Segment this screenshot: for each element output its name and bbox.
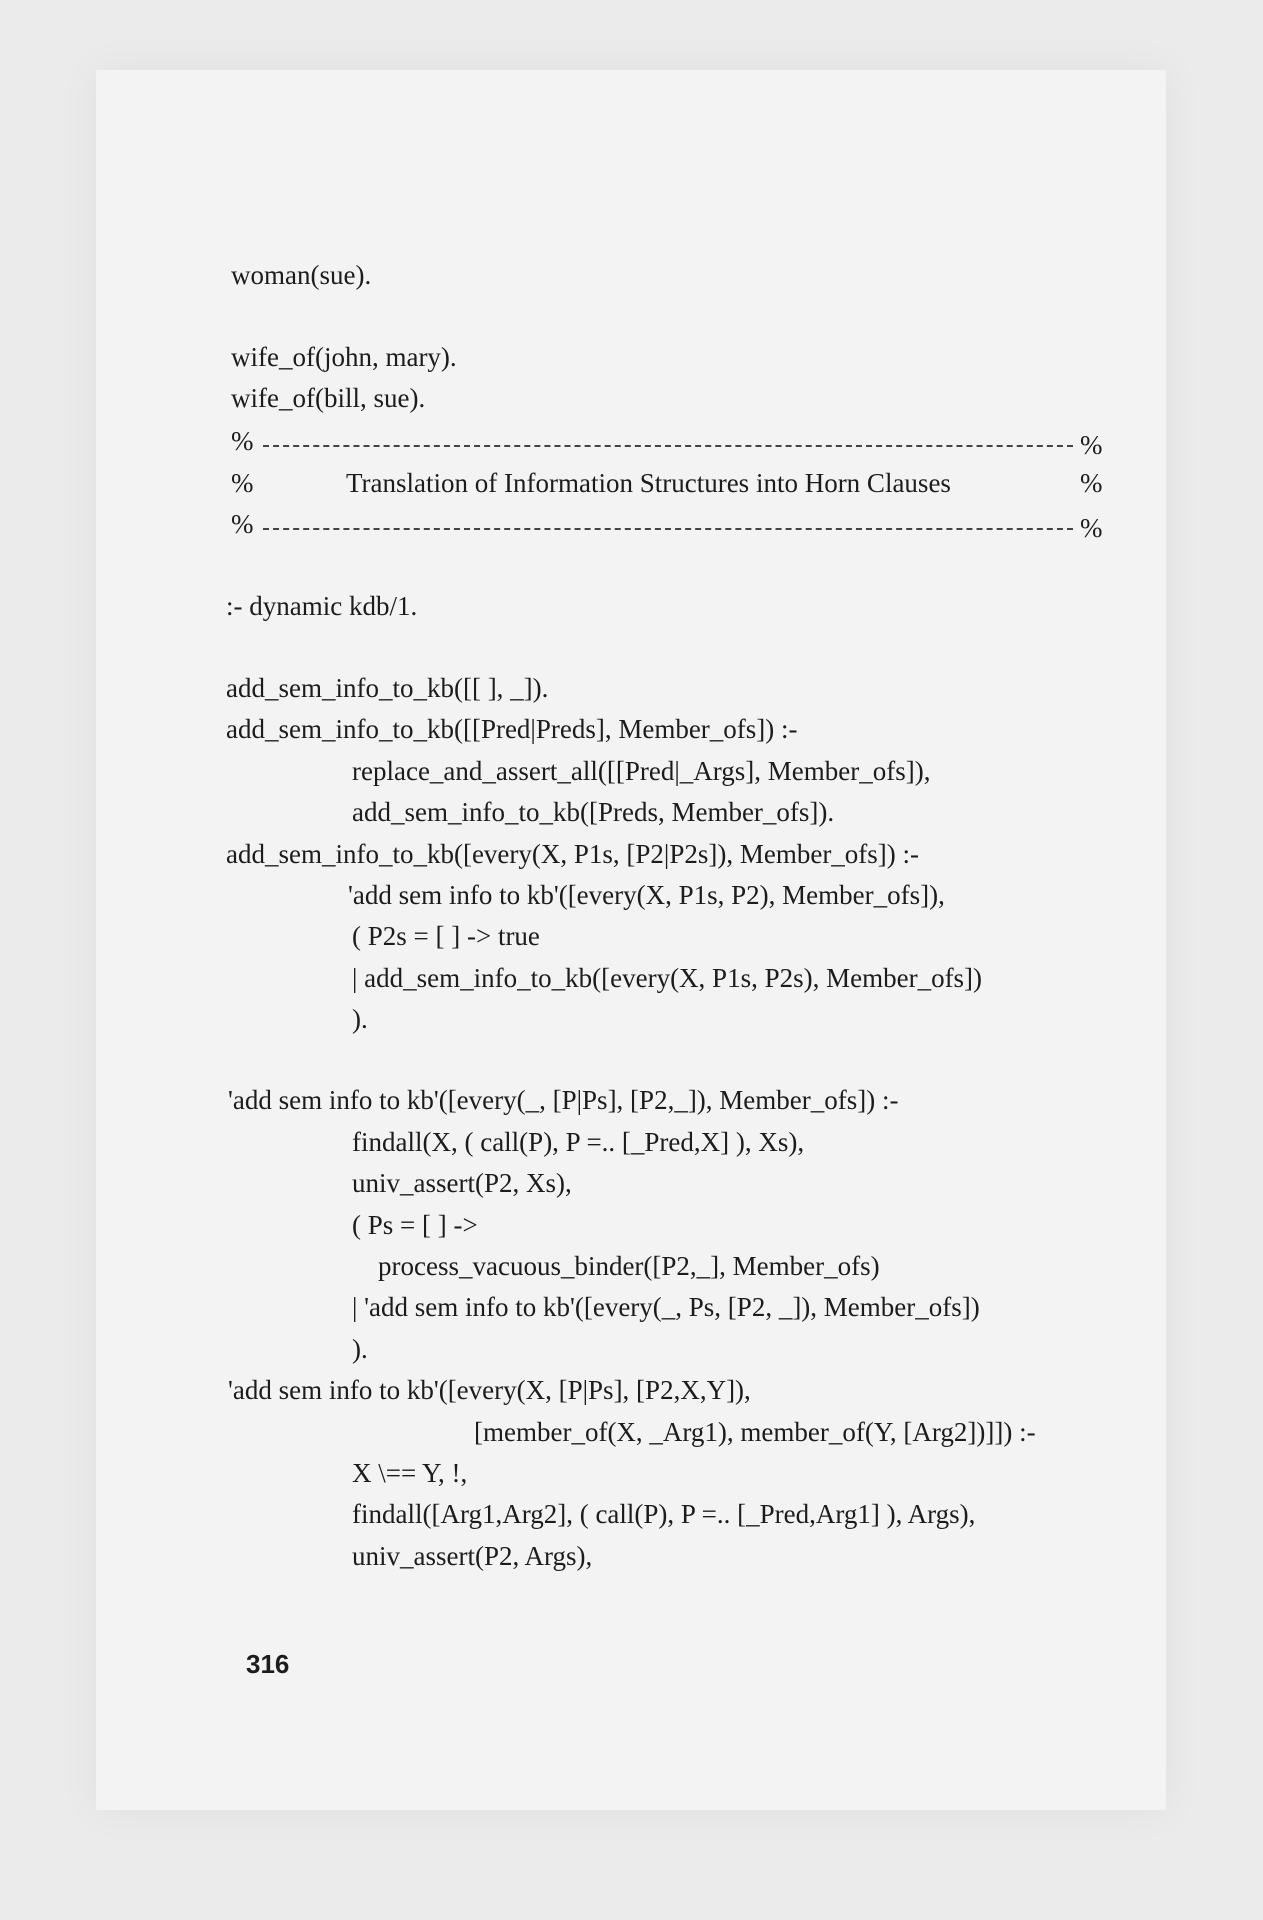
code-line: add_sem_info_to_kb([[ ], _]). <box>226 673 549 703</box>
book-page <box>96 70 1166 1810</box>
code-line: replace_and_assert_all([[Pred|_Args], Member_ofs]), <box>352 756 931 786</box>
code-line: findall([Arg1,Arg2], ( call(P), P =.. [_Pred,Arg1] ), Args), <box>352 1499 976 1529</box>
code-line: wife_of(bill, sue). <box>231 383 426 413</box>
comment-percent: % <box>1080 430 1103 460</box>
comment-percent: % <box>1080 513 1103 543</box>
code-line: woman(sue). <box>231 260 372 290</box>
code-line: | add_sem_info_to_kb([every(X, P1s, P2s), Member_ofs]) <box>352 963 983 993</box>
code-line: ( Ps = [ ] -> <box>352 1210 478 1240</box>
comment-percent: % <box>231 509 254 539</box>
code-line: | 'add sem info to kb'([every(_, Ps, [P2, _]), Member_ofs]) <box>352 1292 980 1322</box>
code-line: 'add sem info to kb'([every(X, P1s, P2), Member_ofs]), <box>348 880 945 910</box>
code-line: findall(X, ( call(P), P =.. [_Pred,X] ), Xs), <box>352 1127 805 1157</box>
comment-dash-rule <box>263 445 1073 447</box>
code-line: 'add sem info to kb'([every(_, [P|Ps], [P2,_]), Member_ofs]) :- <box>228 1085 899 1115</box>
code-line: 'add sem info to kb'([every(X, [P|Ps], [P2,X,Y]), <box>228 1375 751 1405</box>
code-line: ). <box>352 1004 368 1034</box>
code-line: [member_of(X, _Arg1), member_of(Y, [Arg2])]]) :- <box>474 1417 1036 1447</box>
page-number: 316 <box>246 1649 290 1679</box>
banner-title: Translation of Information Structures into Horn Clauses <box>346 468 951 498</box>
comment-percent: % <box>1080 468 1103 498</box>
comment-percent: % <box>231 426 254 456</box>
code-line: add_sem_info_to_kb([[Pred|Preds], Member_ofs]) :- <box>226 714 798 744</box>
code-line: ( P2s = [ ] -> true <box>352 921 540 951</box>
code-line: univ_assert(P2, Xs), <box>352 1168 572 1198</box>
code-line: X \== Y, !, <box>352 1458 468 1488</box>
code-line: ). <box>352 1334 368 1364</box>
code-line: process_vacuous_binder([P2,_], Member_ofs) <box>378 1251 880 1281</box>
directive-line: :- dynamic kdb/1. <box>226 591 418 621</box>
code-line: add_sem_info_to_kb([Preds, Member_ofs]). <box>352 797 835 827</box>
code-line: univ_assert(P2, Args), <box>352 1541 593 1571</box>
comment-dash-rule <box>263 528 1073 530</box>
code-line: wife_of(john, mary). <box>231 342 457 372</box>
comment-percent: % <box>231 468 254 498</box>
code-line: add_sem_info_to_kb([every(X, P1s, [P2|P2s]), Member_ofs]) :- <box>226 839 920 869</box>
